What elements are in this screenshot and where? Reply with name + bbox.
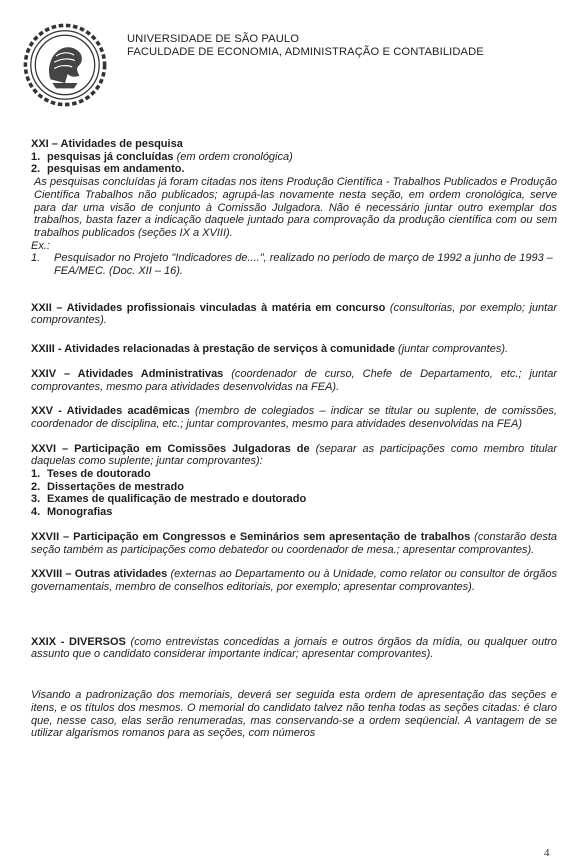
list-item [31, 481, 557, 494]
section-xxvii [31, 531, 557, 556]
section-heading: XXVIII – Outras atividades [31, 568, 168, 581]
section-note: (separar as participações como membro titular daquelas como suplente; juntar comprovantes): [31, 442, 557, 468]
section-xxi-item-2 [31, 163, 557, 176]
section-heading: XXVII – Participação em Congressos e Seminários sem apresentação de trabalhos [31, 530, 471, 543]
section-heading: XXIX - DIVERSOS [31, 635, 126, 648]
list-number: 1. [31, 150, 41, 163]
section-xxiii [31, 343, 557, 356]
university-name: UNIVERSIDADE DE SÃO PAULO [127, 33, 300, 45]
list-item [31, 506, 557, 519]
section-note: (juntar comprovantes). [394, 343, 509, 356]
list-item [31, 468, 557, 481]
list-number: 1. [31, 252, 41, 265]
list-item-label: pesquisas em andamento. [47, 163, 185, 176]
section-note: (constarão desta seção também as participações como debatedor ou coordenador de mesa.; apresentar comprovantes). [31, 530, 557, 556]
example-label: Ex.: [31, 239, 50, 252]
list-item-label: Exames de qualificação de mestrado e doutorado [47, 493, 307, 506]
section-xxii [31, 302, 557, 327]
section-heading: XXV - Atividades acadêmicas [31, 405, 190, 418]
list-number: 1. [31, 468, 41, 481]
section-heading: XXIII - Atividades relacionadas à prestação de serviços à comunidade [31, 343, 395, 356]
list-number: 2. [31, 480, 41, 493]
university-seal-logo [20, 20, 110, 110]
example-item [31, 252, 557, 277]
page-number: 4 [544, 847, 550, 859]
section-note: (externas ao Departamento ou à Unidade, como relator ou consultor de órgãos governamentais, membro de conselhos editoriais, por exemplo; apresentar comprovantes). [31, 568, 557, 593]
section-heading: XXII – Atividades profissionais vinculadas à matéria em concurso [31, 301, 386, 314]
section-note: (coordenador de curso, Chefe de Departamento, etc.; juntar comprovantes, mesmo para atividades desenvolvidas na FEA). [31, 367, 557, 393]
institution-header [127, 33, 484, 58]
list-item-label: Dissertações de mestrado [47, 480, 184, 493]
list-number: 2. [31, 163, 41, 176]
committee-list [31, 468, 557, 519]
list-number: 3. [31, 493, 41, 506]
section-note: (como entrevistas concedidas a jornais e outros órgãos da mídia, ou qualquer outro assunto que o candidato considerar importante indicar; apresentar comprovantes). [31, 635, 557, 661]
list-item-note: (em ordem cronológica) [173, 150, 293, 163]
document-body [31, 138, 557, 740]
section-xxi-paragraph: As pesquisas concluídas já foram citadas nos itens Produção Científica - Trabalhos Publicados e Produção Científica Trabalhos não publicados; agrupá-las novamente nesta seção, em ordem cronológica, serve para dar uma visão de conjunto à Comissão Julgadora. Não é necessário juntar outro exemplar dos trabalhos, basta fazer a indicação daquele juntado para comprovação da produção científica com ou sem trabalhos publicados (seções IX a XVIII). [34, 176, 557, 239]
list-item [31, 493, 557, 506]
section-xxiv [31, 368, 557, 393]
list-number: 4. [31, 506, 41, 519]
section-note: (consultorias, por exemplo; juntar comprovantes). [31, 301, 557, 327]
section-xxvi [31, 443, 557, 468]
section-xxix [31, 636, 557, 661]
section-heading: XXVI – Participação em Comissões Julgadoras de [31, 442, 310, 455]
section-note: (membro de colegiados – indicar se titular ou suplente, de comissões, coordenador de disciplina, etc.; juntar comprovantes, mesmo para atividades desenvolvidas na FEA) [31, 405, 557, 430]
list-item-label: Monografias [47, 506, 113, 519]
faculty-name: FACULDADE DE ECONOMIA, ADMINISTRAÇÃO E CONTABILIDADE [127, 45, 484, 58]
example-text: Pesquisador no Projeto "Indicadores de....", realizado no período de março de 1992 a junho de 1993 – FEA/MEC. (Doc. XII – 16). [54, 252, 553, 278]
list-item-label: pesquisas já concluídas [47, 150, 174, 163]
section-xxviii [31, 568, 557, 593]
list-item-label: Teses de doutorado [47, 468, 151, 481]
section-xxi-title: XXI – Atividades de pesquisa [31, 138, 183, 150]
section-heading: XXIV – Atividades Administrativas [31, 367, 224, 380]
section-xxi-item-1 [31, 151, 557, 164]
closing-paragraph: Visando a padronização dos memoriais, deverá ser seguida esta ordem de apresentação das seções e itens, e os títulos dos mesmos. O memorial do candidato talvez não tenha todas as seções citadas: é claro que, nesse caso, elas serão renumeradas, mas conservando-se a ordem seqüencial. A vantagem de se utilizar algarismos romanos para as seções, com números [31, 689, 557, 740]
section-xxv [31, 405, 557, 430]
